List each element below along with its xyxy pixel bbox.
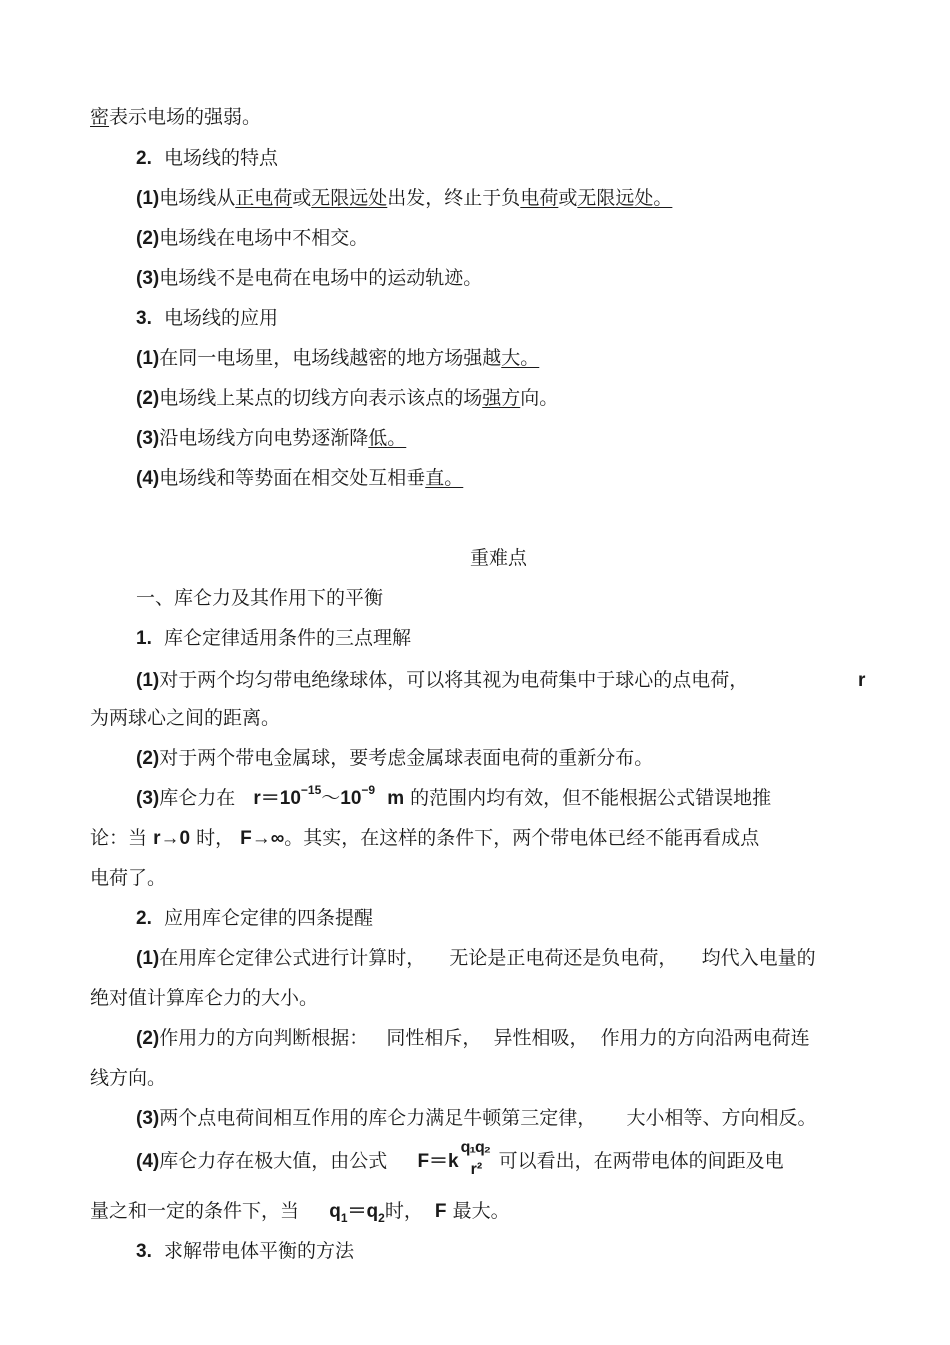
text-line-23: 线方向。 [90,1067,167,1089]
text-line-18: 电荷了。 [90,867,167,889]
line-text: 论：当 [90,827,148,849]
text-line-20 [136,945,816,972]
text-line-25 [136,1138,784,1178]
subscript: 1 [340,1211,348,1225]
item-number: 2. [136,148,152,169]
formula: r→0 [153,828,191,849]
line-text: 电场线从 [159,187,236,209]
item-number: 3. [136,308,152,329]
text-line-10 [136,465,471,492]
subscript: 2 [378,1211,385,1225]
formula: F [434,1201,447,1222]
text-line-24 [136,1105,816,1132]
line-text: 向。 [520,387,559,409]
item-number: (3) [136,428,160,449]
blank-answer: 直。 [425,467,464,489]
line-text: 库仑力在 [159,787,236,809]
item-number: (2) [136,228,160,249]
line-text: 作用力的方向沿两电荷连 [600,1027,810,1049]
exponent: −9 [361,783,376,797]
line-text: 库仑力存在极大值，由公式 [159,1150,388,1172]
line-text: 在用库仑定律公式进行计算时， [159,947,426,969]
item-number: (1) [136,948,160,969]
text-line-15 [136,745,653,772]
text-line-22 [136,1025,810,1052]
item-number: (1) [136,188,160,209]
blank-answer: 大。 [501,347,540,369]
line-text: 求解带电体平衡的方法 [163,1240,354,1262]
formula: F＝k [417,1151,459,1172]
line-text: 的范围内均有效，但不能根据公式错误地推 [410,787,772,809]
text-line-13 [136,667,748,694]
section-title: 一、库仑力及其作用下的平衡 [136,587,384,609]
text-line-26 [90,1198,510,1226]
line-text: 或 [292,187,312,209]
blank-answer: 正电荷 [235,187,293,209]
line-text: 沿电场线方向电势逐渐降 [159,427,369,449]
fraction-numerator: q₁q₂ [460,1138,490,1156]
section-heading-1 [136,625,411,652]
item-number: (4) [136,1151,160,1172]
formula: q [329,1201,341,1222]
formula: ＝q [347,1201,379,1222]
item-number: (2) [136,388,160,409]
unit: m [387,788,405,809]
item-number: (3) [136,268,160,289]
line-text: 可以看出，在两带电体的间距及电 [498,1150,784,1172]
text-line-1 [90,104,261,130]
line-text: 电场线和等势面在相交处互相垂 [159,467,426,489]
line-text: 无论是正电荷还是负电荷， [449,947,678,969]
underlined-text: 密 [90,106,110,128]
line-text: 电场线在电场中不相交。 [159,227,369,249]
line-text: 异性相吸， [493,1027,589,1049]
text-line-16 [136,785,771,813]
line-text: 同性相斥， [386,1027,482,1049]
line-text: 电场线不是电荷在电场中的运动轨迹。 [159,267,483,289]
line-text: 或 [558,187,578,209]
text-line-7 [136,345,547,372]
coulomb-formula-fraction [459,1138,499,1178]
item-number: (4) [136,468,160,489]
text-line-9 [136,425,412,452]
line-text: 电场线的特点 [163,147,278,169]
text-line-4 [136,225,368,252]
item-number: 1. [136,628,152,649]
line-text: 时， [196,827,235,849]
blank-answer: 电荷 [520,187,559,209]
item-number: (3) [136,1108,160,1129]
line-text: 库仑定律适用条件的三点理解 [163,627,411,649]
line-text: 两个点电荷间相互作用的库仑力满足牛顿第三定律， [159,1107,597,1129]
section-heading-2 [136,145,278,172]
text-line-8 [136,385,558,412]
item-number: (1) [136,670,160,691]
fraction-denominator: r² [470,1160,483,1178]
line-text: 。其实，在这样的条件下，两个带电体已经不能再看成点 [284,827,760,849]
line-text: 时， [384,1200,423,1222]
line-text: 作用力的方向判断根据： [159,1027,369,1049]
text-line-21: 绝对值计算库仑力的大小。 [90,987,319,1009]
item-number: 2. [136,908,152,929]
item-number: (2) [136,748,160,769]
formula: 10 [340,788,362,809]
item-number: (2) [136,1028,160,1049]
text-line-14: 为两球心之间的距离。 [90,707,281,729]
formula: F→∞ [240,828,285,849]
blank-answer: 低。 [368,427,407,449]
section-heading-3b [136,1238,354,1265]
line-text: 电场线上某点的切线方向表示该点的场 [159,387,483,409]
line-text: 对于两个均匀带电绝缘球体，可以将其视为电荷集中于球心的点电荷， [159,669,749,691]
line-text: 在同一电场里，电场线越密的地方场强越 [159,347,502,369]
blank-answer: 无限远处 [311,187,388,209]
line-text: 最大。 [452,1200,510,1222]
line-text: 对于两个带电金属球，要考虑金属球表面电荷的重新分布。 [159,747,654,769]
line-text: 大小相等、方向相反。 [626,1107,817,1129]
text-line-17 [90,825,759,852]
blank-answer: 强方 [482,387,521,409]
text-line-5 [136,265,482,292]
blank-answer: 无限远处。 [577,187,673,209]
page-heading: 重难点 [470,547,528,569]
item-number: 3. [136,1241,152,1262]
section-heading-2b [136,905,373,932]
line-text: 表示电场的强弱。 [109,106,262,128]
line-text: 均代入电量的 [701,947,816,969]
item-number: (3) [136,788,160,809]
line-text: ～ [321,787,341,809]
line-text: 应用库仑定律的四条提醒 [163,907,373,929]
line-text: 量之和一定的条件下，当 [90,1200,300,1222]
line-text: 电场线的应用 [163,307,278,329]
formula: r＝10 [253,788,301,809]
line-text: 出发，终止于负 [387,187,521,209]
exponent: −15 [300,783,322,797]
variable-r: r [858,670,866,691]
formula-variable [858,667,865,694]
item-number: (1) [136,348,160,369]
section-heading-3 [136,305,278,332]
text-line-3 [136,185,673,212]
